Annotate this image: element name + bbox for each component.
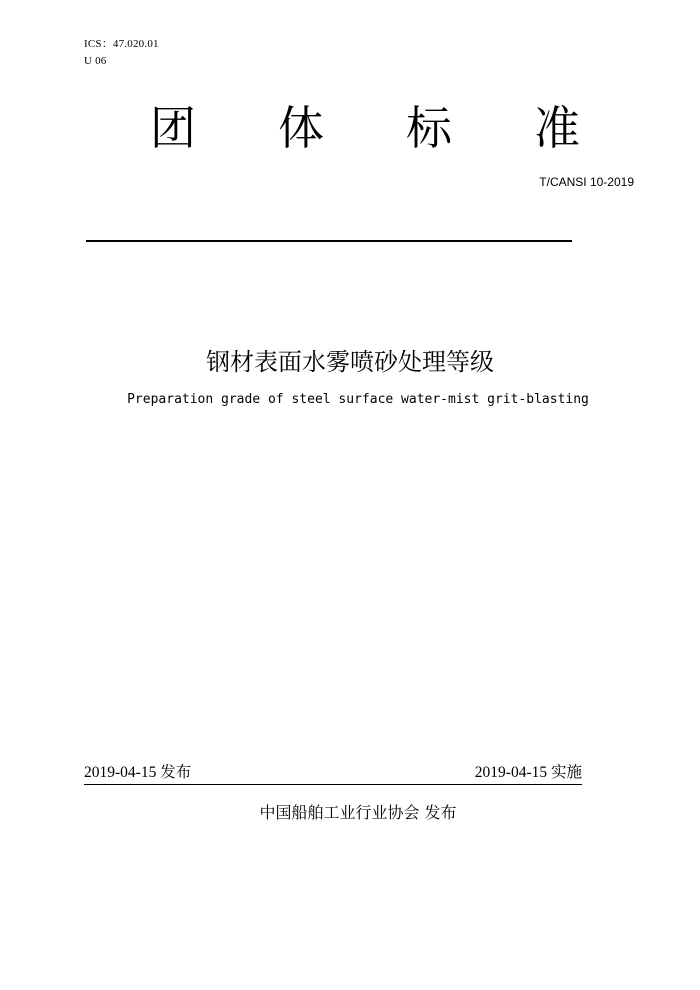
document-title-chinese: 钢材表面水雾喷砂处理等级 bbox=[206, 348, 494, 376]
heading-char-3: 标 bbox=[406, 101, 452, 155]
heading-char-4: 准 bbox=[534, 101, 580, 155]
date-row bbox=[84, 762, 582, 785]
ics-code: ICS：47.020.01 bbox=[84, 38, 159, 50]
issue-date: 2019-04-15 发布 bbox=[84, 764, 192, 781]
ccs-code: U 06 bbox=[84, 55, 107, 67]
header-divider bbox=[86, 240, 572, 242]
publisher-line: 中国船舶工业行业协会 发布 bbox=[259, 803, 457, 822]
heading-char-1: 团 bbox=[150, 101, 196, 155]
standard-type-heading bbox=[150, 96, 580, 160]
classification-block bbox=[84, 36, 159, 70]
document-title-english: Preparation grade of steel surface water-mist grit-blasting bbox=[127, 392, 589, 407]
standard-number: T/CANSI 10-2019 bbox=[539, 175, 634, 189]
implementation-date: 2019-04-15 实施 bbox=[474, 764, 582, 781]
heading-char-2: 体 bbox=[278, 101, 324, 155]
